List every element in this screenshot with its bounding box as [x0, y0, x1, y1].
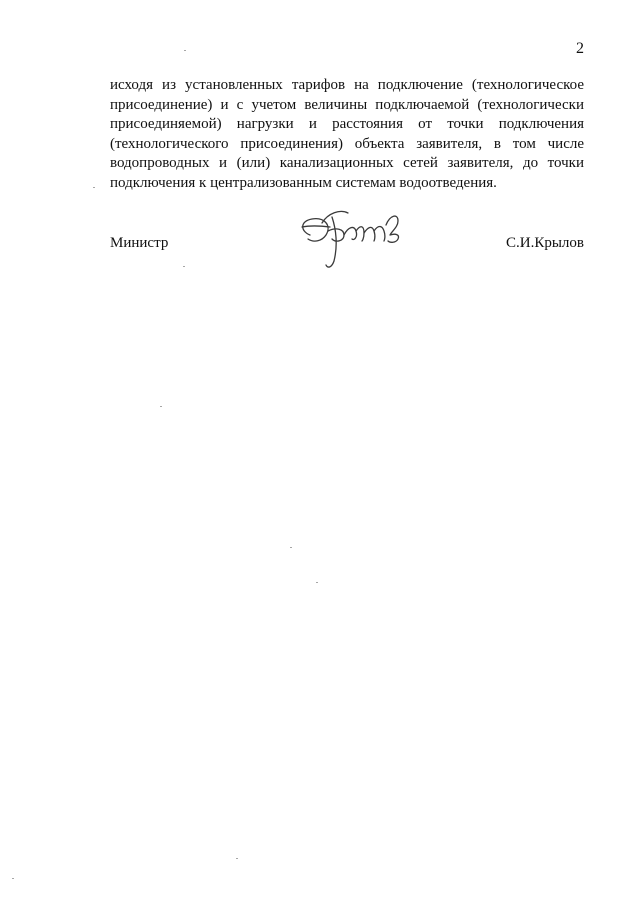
scan-speck [290, 547, 292, 548]
scan-speck [236, 858, 238, 859]
paragraph-line: присоединение) и с учетом величины подключаемой (технологически [110, 96, 584, 113]
paragraph-line: присоединяемой) нагрузки и расстояния от точки подключения [110, 116, 584, 132]
scan-speck [184, 50, 186, 51]
page-number: 2 [576, 40, 584, 57]
scan-speck [316, 582, 318, 583]
signature-block [110, 205, 584, 275]
body-paragraph [110, 76, 584, 193]
handwritten-signature [292, 205, 422, 275]
paragraph-line: (технологического присоединения) объекта заявителя, в том числе [110, 135, 584, 152]
scan-speck [12, 878, 14, 879]
signer-position: Министр [110, 235, 169, 251]
scan-speck [160, 406, 162, 407]
paragraph-line: подключения к централизованным системам водоотведения. [110, 174, 497, 191]
scan-speck [183, 266, 185, 267]
signer-name: С.И.Крылов [506, 235, 584, 251]
scan-speck [93, 187, 95, 188]
paragraph-line: водопроводных и (или) канализационных сетей заявителя, до точки [110, 155, 584, 171]
paragraph-line: исходя из установленных тарифов на подключение (технологическое [110, 77, 584, 93]
